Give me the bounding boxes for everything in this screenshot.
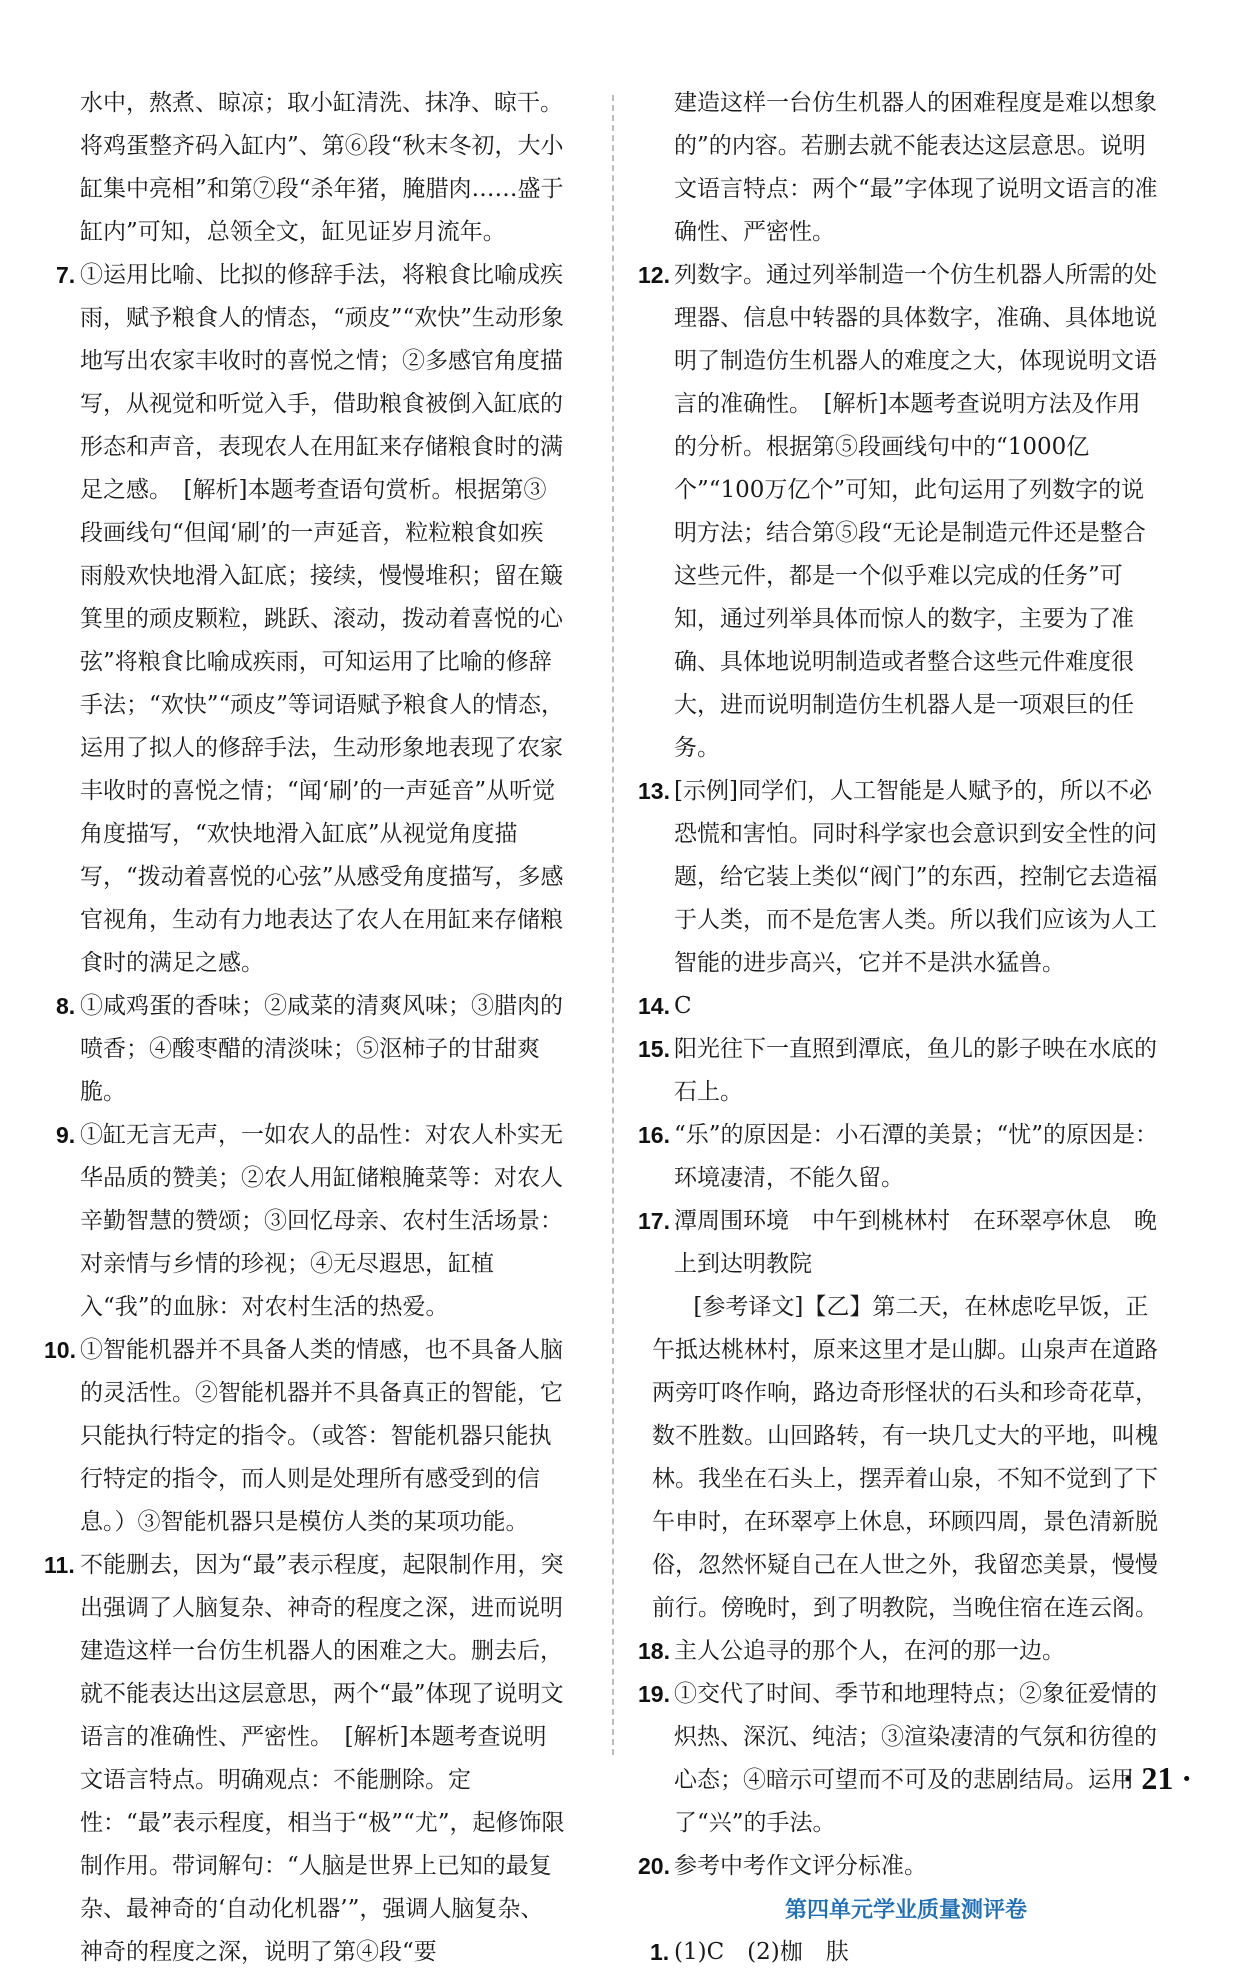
answer-item-10 xyxy=(44,1329,566,1544)
answer-item-8 xyxy=(58,985,566,1114)
item-text: 潭周围环境 中午到桃林村 在环翠亭休息 晚上到达明教院 xyxy=(674,1208,1157,1277)
item-text: ①智能机器并不具备人类的情感，也不具备人脑的灵活性。②智能机器并不具备真正的智能，它只能执行特定的指令。（或答：智能机器只能执行特定的指令，而人则是处理所有感受到的信息。）③智能机器只是模仿人类的某项功能。 xyxy=(80,1337,563,1535)
item-text: 主人公追寻的那个人，在河的那一边。 xyxy=(674,1638,1065,1664)
item-number: 14. xyxy=(638,993,670,1019)
answer-item-unit4-1 xyxy=(652,1931,1160,1974)
item-number: 7. xyxy=(56,262,76,288)
item-number: 13. xyxy=(638,778,670,804)
item-text: [示例]同学们，人工智能是人赋予的，所以不必恐慌和害怕。同时科学家也会意识到安全性的问题，给它装上类似“阀门”的东西，控制它去造福于人类，而不是危害人类。所以我们应该为人工智能的进步高兴，它并不是洪水猛兽。 xyxy=(674,778,1158,976)
item-text: C xyxy=(674,993,692,1019)
item-number: 8. xyxy=(56,993,76,1019)
item-text: 不能删去，因为“最”表示程度，起限制作用，突出强调了人脑复杂、神奇的程度之深，进而说明建造这样一台仿生机器人的困难之大。删去后，就不能表达出这层意思，两个“最”体现了说明文语言的准确性、严密性。 [解析]本题考查说明文语言特点。明确观点：不能删除。定性：“最”表示程度，相当于“极”“尤”，起修饰限制作用。带词解句：“人脑是世界上已知的最复杂、最神奇的‘自动化机器’”，强调人脑复杂、神奇的程度之深，说明了第④段“要 xyxy=(80,1552,565,1965)
item-text: 列数字。通过列举制造一个仿生机器人所需的处理器、信息中转器的具体数字，准确、具体地说明了制造仿生机器人的难度之大，体现说明文语言的准确性。 [解析]本题考查说明方法及作用的分析。根据第⑤段画线句中的“1000亿个”“100万亿个”可知，此句运用了列数字的说明方法；结合第⑤段“无论是制造元件还是整合这些元件，都是一个似乎难以完成的任务”可知，通过列举具体而惊人的数字，主要为了准确、具体地说明制造或者整合这些元件难度很大，进而说明制造仿生机器人是一项艰巨的任务。 xyxy=(674,262,1157,761)
answer-item-12 xyxy=(638,254,1160,770)
left-column xyxy=(44,82,566,1974)
item-text: 参考中考作文评分标准。 xyxy=(674,1853,927,1879)
item-number: 9. xyxy=(56,1122,76,1148)
right-intro-text: 建造这样一台仿生机器人的困难程度是难以想象的”的内容。若删去就不能表达这层意思。说明文语言特点：两个“最”字体现了说明文语言的准确性、严密性。 xyxy=(674,90,1158,245)
item-number: 11. xyxy=(44,1552,75,1578)
item-text: “乐”的原因是：小石潭的美景；“忧”的原因是：环境凄清，不能久留。 xyxy=(674,1122,1159,1191)
answer-item-14 xyxy=(638,985,1160,1028)
answer-item-9 xyxy=(58,1114,566,1329)
answer-item-19 xyxy=(638,1673,1160,1845)
answer-item-11 xyxy=(44,1544,566,1974)
answer-item-16 xyxy=(638,1114,1160,1200)
item-text: 阳光往下一直照到潭底，鱼儿的影子映在水底的石上。 xyxy=(674,1036,1157,1105)
answer-item-20 xyxy=(638,1845,1160,1888)
left-intro-text: 水中，熬煮、晾凉；取小缸清洗、抹净、晾干。将鸡蛋整齐码入缸内”、第⑥段“秋末冬初，大小缸集中亮相”和第⑦段“杀年猪，腌腊肉……盛于缸内”可知，总领全文，缸见证岁月流年。 xyxy=(80,90,564,245)
answer-item-15 xyxy=(638,1028,1160,1114)
item-number: 19. xyxy=(638,1681,670,1707)
answer-item-17 xyxy=(638,1200,1160,1286)
item-number: 1. xyxy=(650,1939,670,1965)
item-number: 10. xyxy=(44,1337,76,1363)
answer-item-18 xyxy=(638,1630,1160,1673)
page-number: · 21 · xyxy=(1122,1760,1192,1796)
right-column xyxy=(638,82,1160,1974)
answer-item-7 xyxy=(58,254,566,985)
reference-translation: [参考译文]【乙】第二天，在林虑吃早饭，正午抵达桃林村，原来这里才是山脚。山泉声在道路两旁叮咚作响，路边奇形怪状的石头和珍奇花草，数不胜数。山回路转，有一块几丈大的平地，叫槐林。我坐在石头上，摆弄着山泉，不知不觉到了下午申时，在环翠亭上休息，环顾四周，景色清新脱俗，忽然怀疑自己在人世之外，我留恋美景，慢慢前行。傍晚时，到了明教院，当晚住宿在连云阁。 xyxy=(652,1294,1158,1621)
item-number: 12. xyxy=(638,262,670,288)
item-text: ①运用比喻、比拟的修辞手法，将粮食比喻成疾雨，赋予粮食人的情态，“顽皮”“欢快”生动形象地写出农家丰收时的喜悦之情；②多感官角度描写，从视觉和听觉入手，借助粮食被倒入缸底的形态和声音，表现农人在用缸来存储粮食时的满足之感。 [解析]本题考查语句赏析。根据第③段画线句“但闻‘刷’的一声延音，粒粒粮食如疾雨般欢快地滑入缸底；接续，慢慢堆积；留在簸箕里的顽皮颗粒，跳跃、滚动，拨动着喜悦的心弦”将粮食比喻成疾雨，可知运用了比喻的修辞手法；“欢快”“顽皮”等词语赋予粮食人的情态，运用了拟人的修辞手法，生动形象地表现了农家丰收时的喜悦之情；“闻‘刷’的一声延音”从听觉角度描写，“欢快地滑入缸底”从视觉角度描写，“拨动着喜悦的心弦”从感受角度描写，多感官视角，生动有力地表达了农人在用缸来存储粮食时的满足之感。 xyxy=(80,262,565,976)
column-divider xyxy=(612,95,614,1755)
item-text: (1)C (2)枷 肤 xyxy=(674,1939,849,1965)
item-number: 17. xyxy=(638,1208,670,1234)
item-number: 15. xyxy=(638,1036,670,1062)
item-text: ①咸鸡蛋的香味；②咸菜的清爽风味；③腊肉的喷香；④酸枣醋的清淡味；⑤沤柿子的甘甜爽脆。 xyxy=(80,993,563,1105)
section-title: 第四单元学业质量测评卷 xyxy=(784,1897,1027,1922)
item-text: ①缸无言无声，一如农人的品性：对农人朴实无华品质的赞美；②农人用缸储粮腌菜等：对农人辛勤智慧的赞颂；③回忆母亲、农村生活场景：对亲情与乡情的珍视；④无尽遐思，缸植入“我”的血脉：对农村生活的热爱。 xyxy=(80,1122,563,1320)
item-text: ①交代了时间、季节和地理特点；②象征爱情的炽热、深沉、纯洁；③渲染凄清的气氛和彷徨的心态；④暗示可望而不可及的悲剧结局。运用了“兴”的手法。 xyxy=(674,1681,1157,1836)
item-number: 18. xyxy=(638,1638,670,1664)
answer-item-13 xyxy=(638,770,1160,985)
item-number: 16. xyxy=(638,1122,670,1148)
item-number: 20. xyxy=(638,1853,670,1879)
